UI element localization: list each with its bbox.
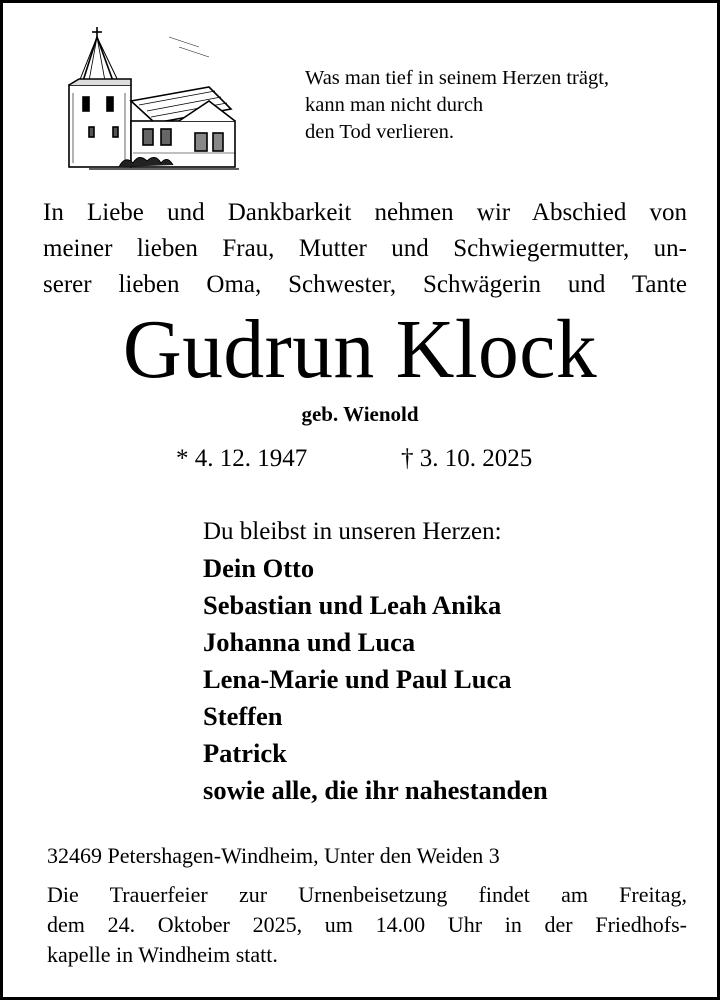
deceased-name: Gudrun Klock bbox=[122, 303, 598, 396]
motto-line: Was man tief in seinem Herzen trägt, bbox=[305, 67, 610, 89]
family-member: Dein Otto bbox=[203, 553, 315, 583]
motto-line: den Tod verlieren. bbox=[305, 121, 455, 143]
notice-line: Die Trauerfeier zur Urnenbeisetzung findet am Freitag, bbox=[47, 882, 687, 907]
motto-quote bbox=[305, 65, 609, 146]
birth-date: * 4. 12. 1947 bbox=[176, 445, 308, 472]
farewell-intro bbox=[43, 195, 687, 303]
intro-line: meiner lieben Frau, Mutter und Schwiegermutter, un- bbox=[43, 235, 687, 262]
family-member: Patrick bbox=[203, 738, 287, 768]
family-heading: Du bleibst in unseren Herzen: bbox=[203, 518, 502, 545]
notice-line: dem 24. Oktober 2025, um 14.00 Uhr in der Friedhofs- bbox=[47, 912, 687, 937]
church-drawing-icon bbox=[59, 23, 243, 171]
intro-line: In Liebe und Dankbarkeit nehmen wir Abschied von bbox=[43, 199, 687, 226]
notice-line: kapelle in Windheim statt. bbox=[47, 942, 278, 967]
family-list bbox=[203, 513, 548, 809]
mourning-address: 32469 Petershagen-Windheim, Unter den Weiden 3 bbox=[47, 843, 500, 868]
intro-line: serer lieben Oma, Schwester, Schwägerin und Tante bbox=[43, 271, 687, 298]
death-date: † 3. 10. 2025 bbox=[401, 445, 533, 472]
family-member: Johanna und Luca bbox=[203, 627, 416, 657]
funeral-notice bbox=[47, 880, 687, 970]
birth-name: geb. Wienold bbox=[301, 402, 419, 426]
family-member: Steffen bbox=[203, 701, 283, 731]
family-member: Sebastian und Leah Anika bbox=[203, 590, 502, 620]
motto-line: kann man nicht durch bbox=[305, 94, 484, 116]
family-member: sowie alle, die ihr nahestanden bbox=[203, 775, 548, 805]
family-member: Lena-Marie und Paul Luca bbox=[203, 664, 512, 694]
